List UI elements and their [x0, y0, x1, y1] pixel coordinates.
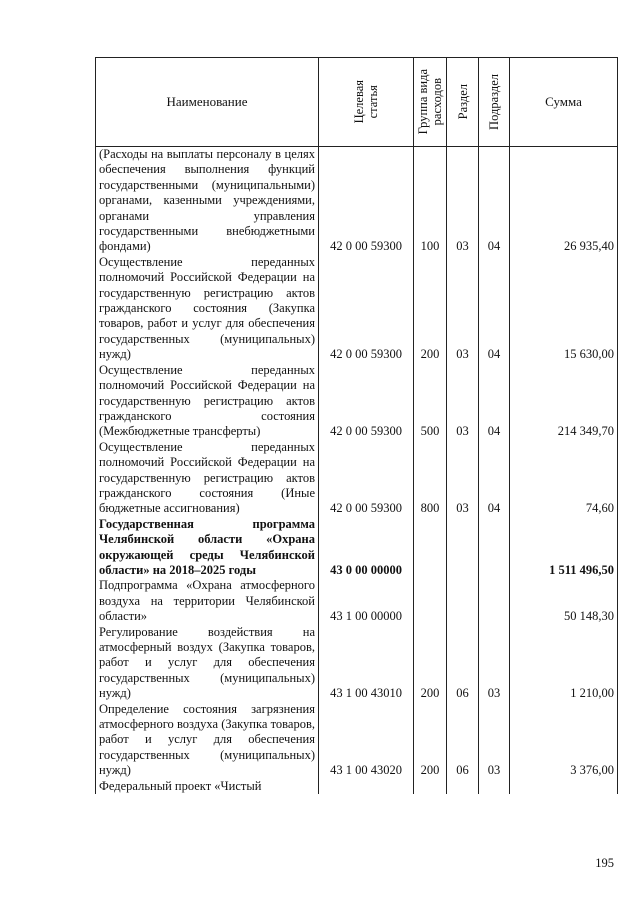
cell-group: 200: [414, 255, 447, 363]
cell-group: 200: [414, 625, 447, 702]
header-group: Группа вида расходов: [416, 69, 444, 135]
cell-section: [447, 578, 479, 624]
cell-sum: [510, 779, 618, 794]
table-row: [96, 440, 618, 517]
cell-section: 03: [447, 255, 479, 363]
header-section: Раздел: [455, 84, 470, 120]
cell-subsection: 04: [479, 147, 510, 255]
cell-group: 800: [414, 440, 447, 517]
cell-target: 42 0 00 59300: [319, 440, 414, 517]
cell-target: 42 0 00 59300: [319, 147, 414, 255]
table-row: [96, 779, 618, 794]
cell-subsection: 04: [479, 440, 510, 517]
cell-name: (Расходы на выплаты персоналу в целях обеспечения выполнения функций государственными (муниципальными) органами, казенными учреждениями, органами управления государственными внебюджетными фондами): [96, 147, 319, 255]
cell-target: 43 1 00 00000: [319, 578, 414, 624]
cell-target: 43 1 00 43020: [319, 702, 414, 779]
cell-sum: 214 349,70: [510, 363, 618, 440]
cell-group: 100: [414, 147, 447, 255]
cell-group: 200: [414, 702, 447, 779]
table-row: [96, 578, 618, 624]
cell-name: Осуществление переданных полномочий Российской Федерации на государственную регистрацию актов гражданского состояния (Иные бюджетные ассигнования): [96, 440, 319, 517]
cell-sum: 1 210,00: [510, 625, 618, 702]
table-row: [96, 147, 618, 255]
cell-sum: 1 511 496,50: [510, 517, 618, 579]
cell-subsection: [479, 517, 510, 579]
cell-section: [447, 517, 479, 579]
header-target-cell: [319, 58, 414, 147]
cell-section: 03: [447, 440, 479, 517]
cell-sum: 15 630,00: [510, 255, 618, 363]
cell-target: 43 1 00 43010: [319, 625, 414, 702]
header-sum: Сумма: [510, 58, 618, 147]
cell-group: [414, 779, 447, 794]
cell-subsection: 03: [479, 625, 510, 702]
cell-name: Подпрограмма «Охрана атмосферного воздуха на территории Челябинской области»: [96, 578, 319, 624]
cell-section: 03: [447, 147, 479, 255]
cell-target: 42 0 00 59300: [319, 255, 414, 363]
table-row: [96, 255, 618, 363]
header-group-cell: [414, 58, 447, 147]
cell-section: 03: [447, 363, 479, 440]
table-row: [96, 702, 618, 779]
header-subsection: Подраздел: [487, 74, 501, 130]
table-row: [96, 363, 618, 440]
cell-name: Федеральный проект «Чистый: [96, 779, 319, 794]
cell-section: 06: [447, 625, 479, 702]
budget-table: [95, 57, 618, 794]
cell-sum: 74,60: [510, 440, 618, 517]
cell-subsection: 03: [479, 702, 510, 779]
cell-subsection: [479, 578, 510, 624]
cell-sum: 3 376,00: [510, 702, 618, 779]
table-header-row: [96, 58, 618, 147]
cell-name: Осуществление переданных полномочий Российской Федерации на государственную регистрацию актов гражданского состояния (Закупка товаров, работ и услуг для обеспечения государственных (муниципальных) нужд): [96, 255, 319, 363]
cell-subsection: [479, 779, 510, 794]
header-name: Наименование: [96, 58, 319, 147]
header-subsection-cell: [479, 58, 510, 147]
cell-sum: 50 148,30: [510, 578, 618, 624]
header-section-cell: [447, 58, 479, 147]
cell-subsection: 04: [479, 255, 510, 363]
cell-subsection: 04: [479, 363, 510, 440]
page-number: 195: [595, 856, 614, 870]
cell-name: Регулирование воздействия на атмосферный воздух (Закупка товаров, работ и услуг для обеспечения государственных (муниципальных) нужд): [96, 625, 319, 702]
cell-section: [447, 779, 479, 794]
cell-name: Государственная программа Челябинской области «Охрана окружающей среды Челябинской области» на 2018–2025 годы: [96, 517, 319, 579]
cell-name: Осуществление переданных полномочий Российской Федерации на государственную регистрацию актов гражданского состояния (Межбюджетные трансферты): [96, 363, 319, 440]
table-row: [96, 625, 618, 702]
cell-sum: 26 935,40: [510, 147, 618, 255]
header-target: Целевая статья: [352, 80, 380, 124]
cell-target: [319, 779, 414, 794]
cell-group: [414, 517, 447, 579]
table-row: [96, 517, 618, 579]
cell-group: [414, 578, 447, 624]
cell-target: 43 0 00 00000: [319, 517, 414, 579]
cell-target: 42 0 00 59300: [319, 363, 414, 440]
cell-group: 500: [414, 363, 447, 440]
cell-section: 06: [447, 702, 479, 779]
cell-name: Определение состояния загрязнения атмосферного воздуха (Закупка товаров, работ и услуг для обеспечения государственных (муниципальных) нужд): [96, 702, 319, 779]
